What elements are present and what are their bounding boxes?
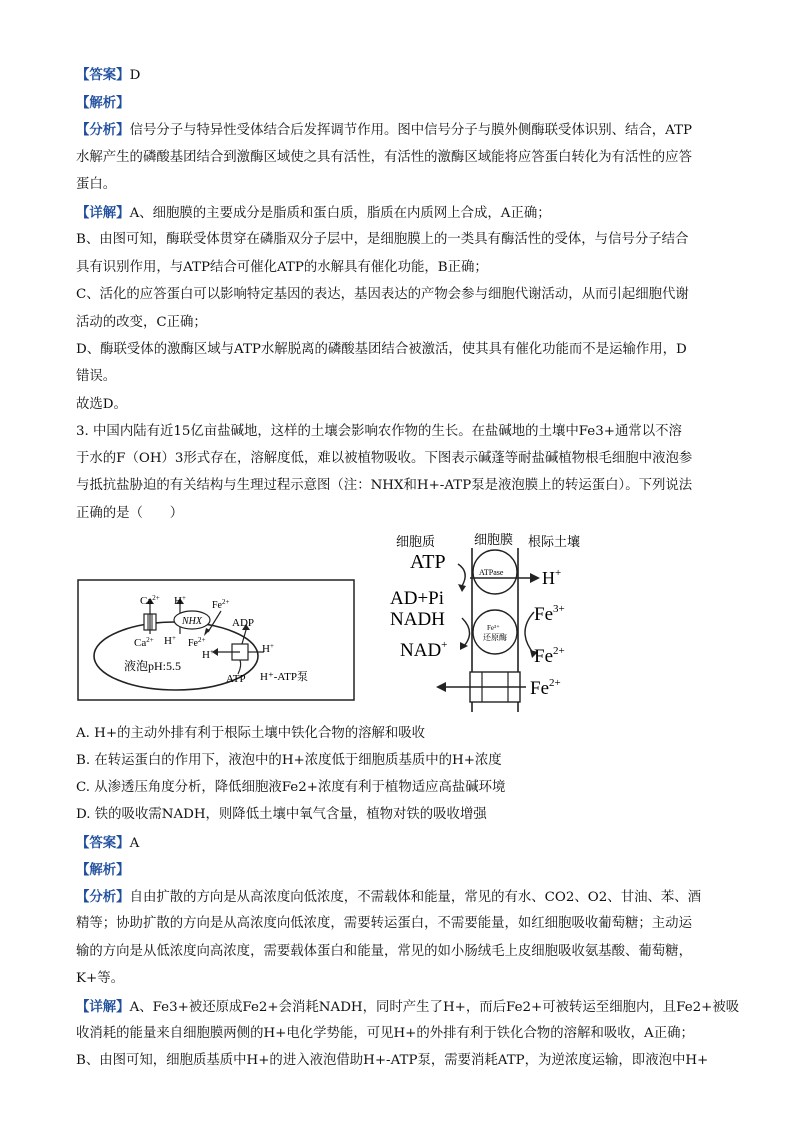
detail-line-d2: 错误。 [76,369,117,384]
nad-label: NAD+ [400,639,448,661]
fe3-label: $Fe^{3+}$ [534,603,565,625]
option-d: D. 铁的吸收需NADH，则降低土壤中氧气含量，植物对铁的吸收增强 [76,807,487,822]
adp-label: ADP [232,617,255,629]
detail2-line-b1: B、由图可知，细胞质基质中H+的进入液泡借助H+-ATP泵，需要消耗ATP，为逆浓度运输，即液泡中H+ [76,1053,709,1068]
h-pump-out-label: H+ [262,642,274,655]
h-in-label: H+ [164,634,176,647]
nhx-label: NHX [182,616,202,627]
fenxi2-line-2: 精等；协助扩散的方向是从高浓度向低浓度，需要转运蛋白，不需要能量，如红细胞吸收葡萄糖；主动运 [76,916,692,931]
detail-line-b2: 具有识别作用，与ATP结合可催化ATP的水解具有催化功能，B正确； [76,260,488,275]
fenxi-line-1: 【分析】信号分子与特异性受体结合后发挥调节作用。图中信号分子与膜外侧酶联受体识别、结合，ATP [76,122,693,138]
detail-line-d1: D、酶联受体的激酶区域与ATP水解脱离的磷酸基团结合被激活，使其具有催化功能而不是运输作用，D [76,342,687,357]
atpase-label: ATPase [479,568,504,577]
detail-line-c2: 活动的改变，C正确； [76,315,207,330]
h-plus-label: H+ [542,567,562,588]
vacuole-diagram [76,578,356,702]
adpi-label: AD+Pi [390,588,445,609]
cytoplasm-label: 细胞质 [396,534,436,549]
question-line-1: 3. 中国内陆有近15亿亩盐碱地，这样的土壤会影响农作物的生长。在盐碱地的土壤中Fe3+通常以不溶 [76,424,682,439]
question-line-4: 正确的是（ ） [76,506,184,521]
nadh-label: NADH [390,609,445,630]
vacuole-ph-label: 液泡pH:5.5 [124,659,182,673]
detail-line-c1: C、活化的应答蛋白可以影响特定基因的表达，基因表达的产物会参与细胞代谢活动，从而引起细胞代谢 [76,287,689,302]
fenxi2-line-4: K+等。 [76,971,125,986]
fe2-mid-label: $Fe^{2+}$ [534,645,565,667]
h-out-label: H+ [174,594,186,607]
answer-line-1 [76,66,140,85]
fenxi-line-3: 蛋白。 [76,177,117,192]
fe3-reductase [473,610,517,654]
soil-label: 根际土壤 [528,534,581,549]
enzyme-top-label: Fe³⁺ [487,624,500,632]
analysis-heading-1: 【解析】 [76,95,130,111]
ca-out-label: $Ca^{2+}$ [140,594,160,607]
ca-in-label: $Ca^{2+}$ [134,636,154,649]
fenxi-line-2: 水解产生的磷酸基团结合到激酶区域使之具有活性，有活性的激酶区域能将应答蛋白转化为有活性的应答 [76,150,692,165]
conclusion-line: 故选D。 [76,397,127,412]
fe-in-label: $Fe^{2+}$ [188,636,206,649]
pump-label: H⁺-ATP泵 [260,671,308,683]
h-pump-in-label: H+ [202,648,214,661]
analysis-heading-2: 【解析】 [76,862,130,878]
answer-line-2: 【答案】A [76,835,140,851]
atp-label: ATP [410,551,446,573]
fenxi2-line-1: 【分析】自由扩散的方向是从高浓度向低浓度，不需载体和能量，常见的有水、CO2、O2、甘油、苯、酒 [76,889,702,905]
membrane-diagram [384,528,616,714]
fenxi2-line-3: 输的方向是从低浓度向高浓度，需要载体蛋白和能量，常见的如小肠绒毛上皮细胞吸收氨基酸、葡萄糖， [76,944,692,959]
detail2-line-a2: 收消耗的能量来自细胞膜两侧的H+电化学势能，可见H+的外排有利于铁化合物的溶解和吸收，A正确； [76,1026,694,1041]
fe2-bottom-label: $Fe^{2+}$ [530,677,561,699]
enzyme-bottom-label: 还原酶 [483,633,507,642]
answer-tag: 【答案】 [76,67,130,83]
question-line-2: 于水的F（OH）3形式存在，溶解度低，难以被植物吸收。下图表示碱蓬等耐盐碱植物根毛细胞中液泡参 [76,451,693,466]
question-line-3: 与抵抗盐胁迫的有关结构与生理过程示意图（注：NHX和H+-ATP泵是液泡膜上的转运蛋白）。下列说法 [76,478,693,493]
detail2-line-a1: 【详解】A、Fe3+被还原成Fe2+会消耗NADH，同时产生了H+，而后Fe2+可被转运至细胞内，且Fe2+被吸 [76,999,740,1015]
option-c: C. 从渗透压角度分析，降低细胞液Fe2+浓度有利于植物适应高盐碱环境 [76,780,506,795]
fe-top-label: $Fe^{2+}$ [212,598,230,611]
detail-line-b1: B、由图可知，酶联受体贯穿在磷脂双分子层中，是细胞膜上的一类具有酶活性的受体，与信号分子结合 [76,232,689,247]
option-b: B. 在转运蛋白的作用下，液泡中的H+浓度低于细胞质基质中的H+浓度 [76,753,502,768]
detail-line-a: 【详解】A、细胞膜的主要成分是脂质和蛋白质，脂质在内质网上合成，A正确； [76,205,551,221]
atp-label: ATP [226,673,246,685]
option-a: A. H+的主动外排有利于根际土壤中铁化合物的溶解和吸收 [76,726,426,741]
answer-value: D [129,68,141,83]
membrane-label: 细胞膜 [474,532,514,547]
